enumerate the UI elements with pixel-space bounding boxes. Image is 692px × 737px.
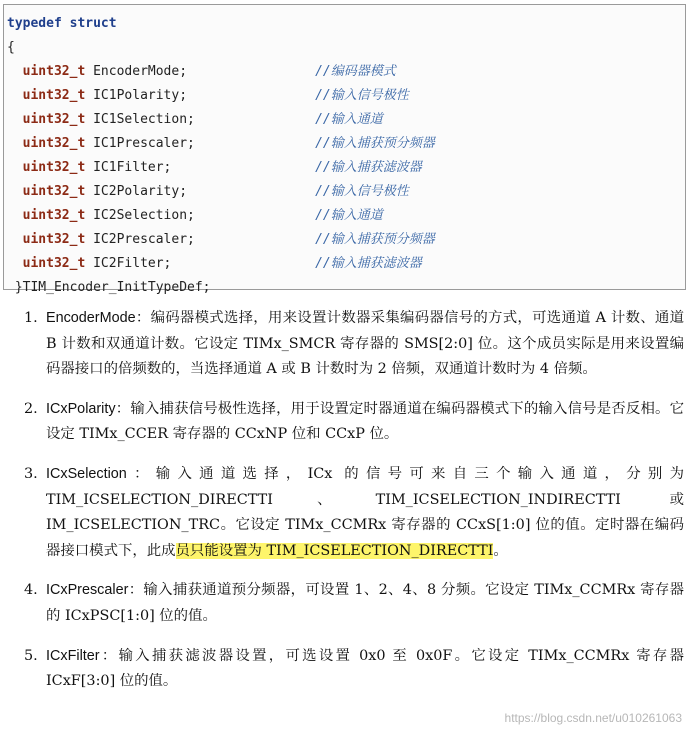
item-text: 编码器模式选择，用来设置计数器采集编码器信号的方式，可选通道 A 计数、通道 B 计数和双通道计数。它设定 TIMx_SMCR 寄存器的 SMS[2:0] 位。这个成员实际是用来设置编码器接口的倍频数的，当选择通道 A 或 B 计数时为 2 倍频，双通道计数时为 4 倍频。 bbox=[46, 310, 684, 378]
code-member-line: uint32_t IC1Filter; //输入捕获滤波器 bbox=[22, 160, 422, 175]
code-member-line: uint32_t IC2Selection; //输入通道 bbox=[22, 208, 383, 223]
code-member-line: uint32_t IC2Prescaler; //输入捕获预分频器 bbox=[22, 232, 435, 247]
watermark: https://blog.csdn.net/u010261063 bbox=[504, 711, 682, 725]
code-open-brace: { bbox=[7, 40, 15, 55]
item-term: ICxPrescaler： bbox=[46, 582, 144, 599]
item-paragraph bbox=[46, 462, 684, 564]
item-term: ICxFilter： bbox=[46, 647, 119, 664]
item-paragraph bbox=[46, 578, 684, 629]
item-term: ICxSelection： bbox=[46, 465, 156, 482]
highlighted-text: 员只能设置为 TIM_ICSELECTION_DIRECTTI bbox=[175, 542, 494, 559]
code-member-line: uint32_t IC2Polarity; //输入信号极性 bbox=[22, 184, 409, 199]
list-item: 3. ICxSelection：输入通道选择，ICx 的信号可来自三个输入通道，分别为 TIM_ICSELECTION_DIRECTTI、TIM_ICSELECTION_INDIRECTTI 或 IM_ICSELECTION_TRC。它设定 TIMx_CCMRx 寄存器的 CCxS[1:0] 位的值。定时器在编码器接口模式下，此成员只能设置为 TIM_ICSELECTION_DIRECTTI。 bbox=[46, 462, 684, 564]
item-paragraph bbox=[46, 397, 684, 448]
code-close: }TIM_Encoder_InitTypeDef; bbox=[14, 280, 211, 295]
item-term: ICxPolarity： bbox=[46, 400, 131, 417]
item-text: 输入捕获滤波器设置，可选设置 0x0 至 0x0F。它设定 TIMx_CCMRx 寄存器 ICxF[3:0] 位的值。 bbox=[46, 647, 684, 690]
item-term: EncoderMode： bbox=[46, 310, 151, 326]
list-item: 1. EncoderMode：编码器模式选择，用来设置计数器采集编码器信号的方式，可选通道 A 计数、通道 B 计数和双通道计数。它设定 TIMx_SMCR 寄存器的 SMS[2:0] 位。这个成员实际是用来设置编码器接口的倍频数的，当选择通道 A 或 B 计数时为 2 倍频，双通道计数时为 4 倍频。 bbox=[46, 306, 684, 383]
item-paragraph bbox=[46, 306, 684, 383]
list-item: 4. ICxPrescaler：输入捕获通道预分频器，可设置 1、2、4、8 分频。它设定 TIMx_CCMRx 寄存器的 ICxPSC[1:0] 位的值。 bbox=[46, 578, 684, 629]
code-member-line: uint32_t IC1Prescaler; //输入捕获预分频器 bbox=[22, 136, 435, 151]
code-header: typedef struct bbox=[7, 16, 117, 31]
item-text: 输入捕获信号极性选择，用于设置定时器通道在编码器模式下的输入信号是否反相。它设定 TIMx_CCER 寄存器的 CCxNP 位和 CCxP 位。 bbox=[46, 400, 684, 443]
code-block bbox=[3, 4, 686, 295]
code-member-line: uint32_t IC1Selection; //输入通道 bbox=[22, 112, 383, 127]
list-item: 2. ICxPolarity：输入捕获信号极性选择，用于设置定时器通道在编码器模式下的输入信号是否反相。它设定 TIMx_CCER 寄存器的 CCxNP 位和 CCxP 位。 bbox=[46, 397, 684, 448]
item-paragraph bbox=[46, 644, 684, 695]
item-text: 输入通道选择，ICx 的信号可来自三个输入通道，分别为 TIM_ICSELECTION_DIRECTTI、TIM_ICSELECTION_INDIRECTTI 或 IM_ICSELECTION_TRC。它设定 TIMx_CCMRx 寄存器的 CCxS[1:0] 位的值。定时器在编码器接口模式下，此成 bbox=[46, 465, 684, 559]
code-member-line: uint32_t EncoderMode; //编码器模式 bbox=[22, 64, 396, 79]
member-description-list bbox=[24, 306, 684, 709]
item-text-tail: 。 bbox=[493, 542, 508, 559]
list-item: 5. ICxFilter：输入捕获滤波器设置，可选设置 0x0 至 0x0F。它设定 TIMx_CCMRx 寄存器 ICxF[3:0] 位的值。 bbox=[46, 644, 684, 695]
code-member-line: uint32_t IC2Filter; //输入捕获滤波器 bbox=[22, 256, 422, 271]
item-text: 输入捕获通道预分频器，可设置 1、2、4、8 分频。它设定 TIMx_CCMRx 寄存器的 ICxPSC[1:0] 位的值。 bbox=[46, 582, 684, 624]
code-member-line: uint32_t IC1Polarity; //输入信号极性 bbox=[22, 88, 409, 103]
